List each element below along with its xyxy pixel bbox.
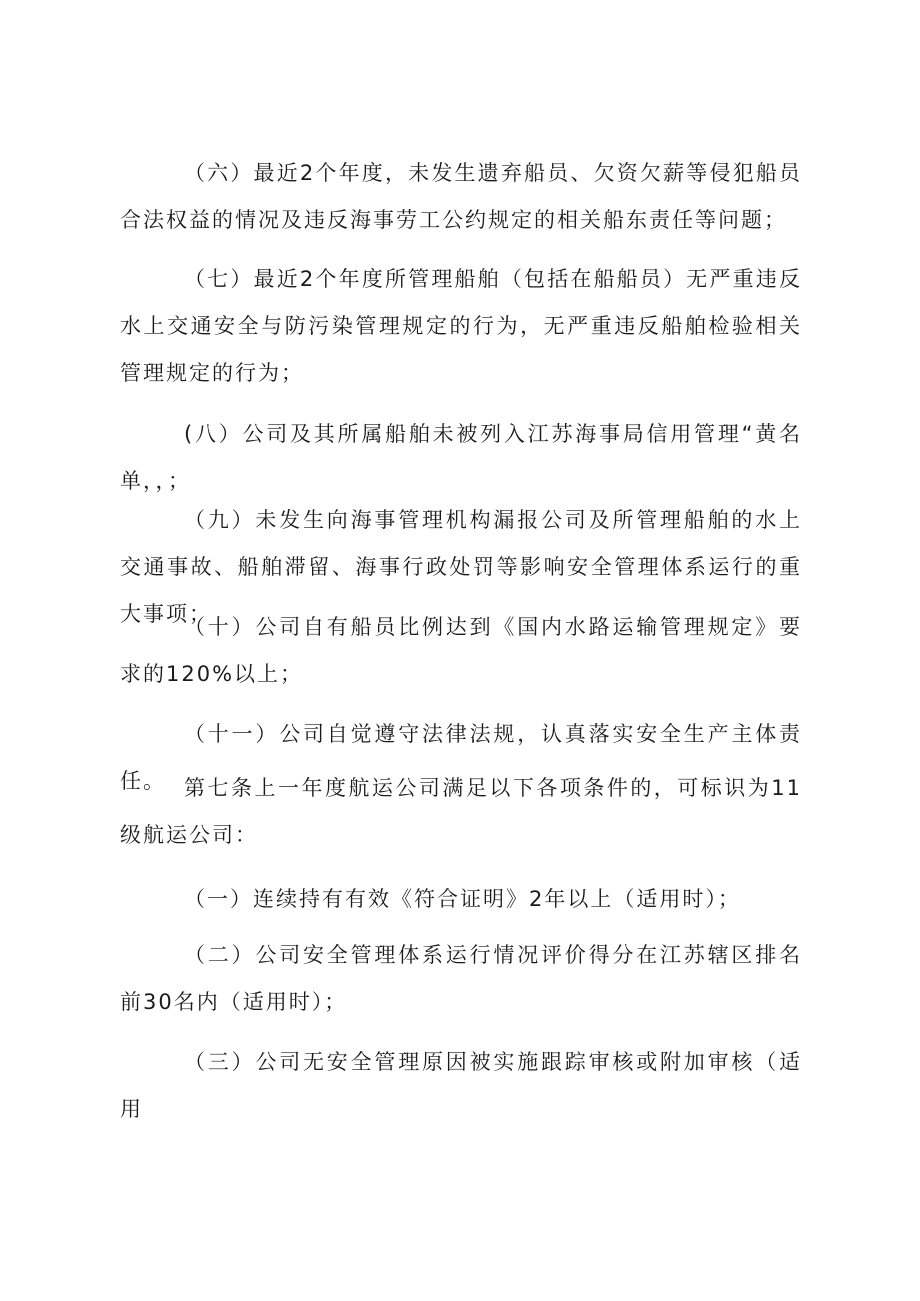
condition-item-2: （二）公司安全管理体系运行情况评价得分在江苏辖区排名前30名内（适用时）； (120, 943, 802, 1014)
paragraph-item-11: （十一）公司自觉遵守法律法规，认真落实安全生产主体责任。 (120, 722, 802, 793)
article-7-heading: 第七条上一年度航运公司满足以下各项条件的，可标识为11级航运公司： (120, 776, 802, 847)
condition-item-3: （三）公司无安全管理原因被实施跟踪审核或附加审核（适用 (120, 1050, 802, 1121)
paragraph-item-9: （九）未发生向海事管理机构漏报公司及所管理船舶的水上交通事故、船舶滞留、海事行政处罚等影响安全管理体系运行的重大事项； (120, 508, 802, 626)
paragraph-item-10: （十）公司自有船员比例达到《国内水路运输管理规定》要求的120%以上； (120, 615, 802, 686)
paragraph-item-8: (八）公司及其所属船舶未被列入江苏海事局信用管理“黄名单，，； (120, 422, 802, 493)
paragraph-item-6: （六）最近2个年度，未发生遗弃船员、欠资欠薪等侵犯船员合法权益的情况及违反海事劳工公约规定的相关船东责任等问题； (120, 161, 802, 232)
paragraph-item-7: （七）最近2个年度所管理船舶（包括在船船员）无严重违反水上交通安全与防污染管理规定的行为，无严重违反船舶检验相关管理规定的行为； (120, 267, 802, 385)
condition-item-1: （一）连续持有有效《符合证明》2年以上（适用时）； (184, 887, 741, 911)
